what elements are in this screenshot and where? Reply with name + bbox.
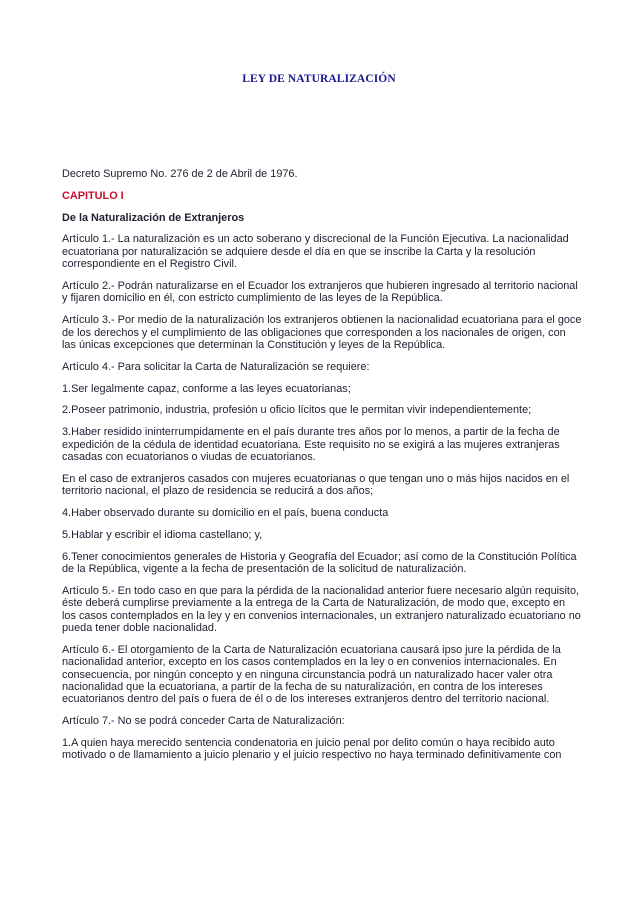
- article-2: Artículo 2.- Podrán naturalizarse en el Ecuador los extranjeros que hubieren ingresado al territorio nacional y fijaren domicilio en él, con estricto cumplimiento de las leyes de la República.: [62, 280, 578, 305]
- requirement-2: 2.Poseer patrimonio, industria, profesión u oficio lícitos que le permitan vivir independientemente;: [62, 404, 532, 417]
- document-body: [62, 168, 582, 771]
- requirement-3-note: En el caso de extranjeros casados con mujeres ecuatorianas o que tengan uno o más hijos nacidos en el territorio nacional, el plazo de residencia se reducirá a dos años;: [62, 472, 570, 498]
- requirement-3: 3.Haber residido ininterrumpidamente en el país durante tres años por lo menos, a partir de la fecha de expedición de la cédula de identidad ecuatoriana. Este requisito no se exigirá a las mujeres extranjeras casadas con ecuatorianos o viudas de ecuatorianos.: [62, 426, 560, 464]
- article-5: Artículo 5.- En todo caso en que para la pérdida de la nacionalidad anterior fuere necesario algún requisito, éste deberá cumplirse previamente a la entrega de la Carta de Naturalización, de modo que, excepto en los casos contemplados en la ley y en convenios internacionales, un extranjero naturalizado ecuatoriano no pueda tener doble nacionalidad.: [62, 584, 581, 635]
- article-1: Artículo 1.- La naturalización es un acto soberano y discrecional de la Función Ejecutiva. La nacionalidad ecuatoriana por naturalización se adquiere desde el día en que se inscribe la Carta y la resolución correspondiente en el Registro Civil.: [62, 233, 569, 271]
- article-3: Artículo 3.- Por medio de la naturalización los extranjeros obtienen la nacionalidad ecuatoriana para el goce de los derechos y el cumplimiento de las obligaciones que corresponden a los nacionales de origen, con las únicas excepciones que determinan la Constitución y leyes de la República.: [62, 314, 582, 352]
- requirement-4: 4.Haber observado durante su domicilio en el país, buena conducta: [62, 507, 389, 520]
- requirement-5: 5.Hablar y escribir el idioma castellano; y,: [62, 528, 263, 541]
- article-6: Artículo 6.- El otorgamiento de la Carta de Naturalización ecuatoriana causará ipso jure la pérdida de la nacionalidad anterior, excepto en los casos contemplados en la ley o en convenios internacionales. En consecuencia, por ningún concepto y en ninguna circunstancia podrá un naturalizado hacer valer otra nacionalidad que la ecuatoriana, a partir de la fecha de su naturalización, en contra de los intereses ecuatorianos dentro del país o fuera de él o de los intereses extranjeros dentro del territorio nacional.: [62, 643, 561, 706]
- chapter-subtitle: De la Naturalización de Extranjeros: [62, 211, 245, 224]
- requirement-1: 1.Ser legalmente capaz, conforme a las leyes ecuatorianas;: [62, 382, 351, 395]
- decree-line: Decreto Supremo No. 276 de 2 de Abril de 1976.: [62, 168, 298, 180]
- article-4: Artículo 4.- Para solicitar la Carta de Naturalización se requiere:: [62, 360, 370, 373]
- document-title: LEY DE NATURALIZACIÓN: [242, 73, 396, 85]
- chapter-heading: CAPITULO I: [62, 189, 124, 202]
- article-7: Artículo 7.- No se podrá conceder Carta de Naturalización:: [62, 715, 345, 728]
- requirement-6: 6.Tener conocimientos generales de Historia y Geografía del Ecuador; así como de la Constitución Política de la República, vigente a la fecha de presentación de la solicitud de naturalización.: [62, 550, 577, 576]
- article-7-item-1: 1.A quien haya merecido sentencia condenatoria en juicio penal por delito común o haya recibido auto motivado o de llamamiento a juicio plenario y el juicio respectivo no haya terminado definitivamente con: [62, 737, 562, 762]
